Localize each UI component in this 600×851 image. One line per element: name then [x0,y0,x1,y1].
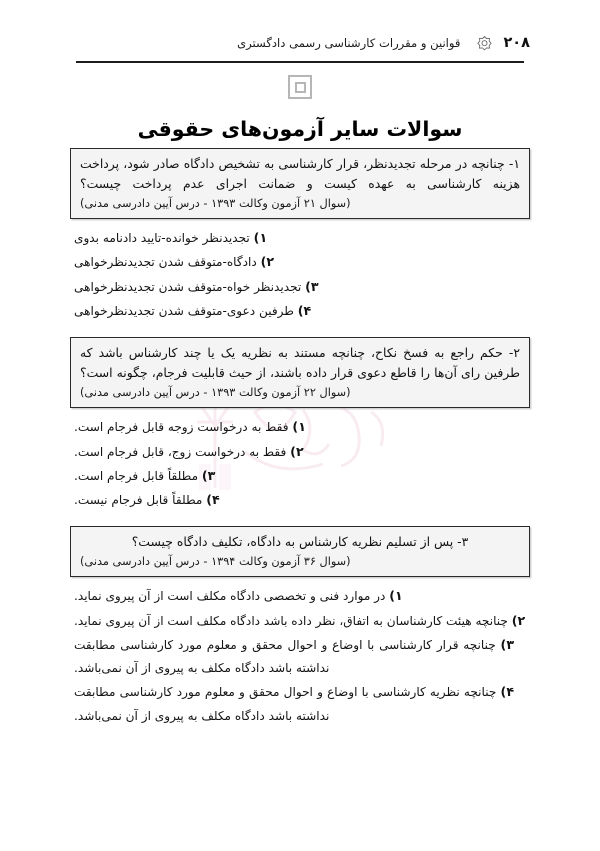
option-number: ۱) [253,230,268,246]
list-item[interactable] [70,488,530,512]
header-running-title: قوانین و مقررات کارشناسی رسمی دادگستری [237,36,461,50]
question-box [70,148,530,219]
option-text: طرفین دعوی-متوقف شدن تجدیدنظرخواهی [74,303,294,318]
question-box [70,337,530,408]
list-item[interactable] [70,299,530,323]
page-header [70,28,530,58]
list-item[interactable] [70,440,530,464]
question-text: ۳- پس از تسلیم نظریه کارشناس به دادگاه، تکلیف دادگاه چیست؟ [131,534,469,550]
option-text: تجدیدنظر خوانده-تایید دادنامه بدوی [74,231,250,246]
option-text: فقط به درخواست زوج، قابل فرجام است. [74,444,287,459]
option-number: ۱) [389,588,403,604]
option-text: فقط به درخواست زوجه قابل فرجام است. [74,420,289,435]
option-text: دادگاه-متوقف شدن تجدیدنظرخواهی [74,255,257,270]
option-number: ۲) [290,443,304,459]
list-item[interactable] [70,609,530,633]
option-number: ۳) [201,467,216,483]
option-text: تجدیدنظر خواه-متوقف شدن تجدیدنظرخواهی [74,279,302,294]
option-number: ۲) [260,254,275,270]
content-column [70,148,530,742]
option-number: ۱) [292,419,306,435]
concentric-square-ornament-icon [288,75,312,99]
option-number: ۳) [305,278,319,294]
option-number: ۴) [206,492,220,508]
option-list [70,415,530,512]
list-item[interactable] [70,680,530,727]
option-number: ۴) [500,684,514,700]
question-text: ۲- حکم راجع به فسخ نکاح، چنانچه مستند به نظریه یک یا چند کارشناس باشد که طرفین رای آن‌ها را قاطع دعوی قرار داده باشند، از حیث قابلیت فرجام، چگونه است؟ [80,345,520,381]
rosette-star-icon [476,35,493,52]
option-text: در موارد فنی و تخصصی دادگاه مکلف است از آن پیروی نماید. [74,589,386,604]
list-item[interactable] [70,633,530,680]
question-text: ۱- چنانچه در مرحله تجدیدنظر، قرار کارشناسی به تشخیص دادگاه صادر شود، پرداخت هزینه کارشناسی به عهده کیست و ضمانت اجرای عدم پرداخت چیست؟ [80,156,520,192]
header-rule [76,61,524,63]
list-item[interactable] [70,584,530,608]
page-title: سوالات سایر آزمون‌های حقوقی [137,116,463,141]
list-item[interactable] [70,415,530,439]
question-source: (سوال ۲۲ آزمون وکالت ۱۳۹۳ - درس آیین دادرسی مدنی) [80,386,351,400]
option-list [70,584,530,727]
option-number: ۳) [500,636,514,652]
option-text: چنانچه هیئت کارشناسان به اتفاق، نظر داده باشد دادگاه مکلف است از آن پیروی نماید. [74,613,508,628]
list-item[interactable] [70,275,530,299]
option-text: مطلقاً قابل فرجام نیست. [74,493,203,508]
option-text: چنانچه قرار کارشناسی با اوضاع و احوال محقق و معلوم مورد کارشناسی مطابقت نداشته باشد دادگاه مکلف به پیروی از آن نمی‌باشد. [74,637,496,676]
ornament [0,75,600,99]
option-list [70,226,530,323]
page-number: ۲۰۸ [503,35,530,52]
list-item[interactable] [70,226,530,250]
option-text: چنانچه نظریه کارشناسی با اوضاع و احوال محقق و معلوم مورد کارشناسی مطابقت نداشته باشد دادگاه مکلف به پیروی از آن نمی‌باشد. [74,685,497,723]
question-box [70,526,530,577]
question-source: (سوال ۳۶ آزمون وکالت ۱۳۹۴ - درس آیین دادرسی مدنی) [80,555,351,569]
question-source: (سوال ۲۱ آزمون وکالت ۱۳۹۳ - درس آیین دادرسی مدنی) [80,197,351,211]
list-item[interactable] [70,250,530,274]
list-item[interactable] [70,464,530,488]
option-text: مطلقاً قابل فرجام است. [74,468,199,483]
option-number: ۴) [297,302,312,318]
option-number: ۲) [511,612,526,628]
